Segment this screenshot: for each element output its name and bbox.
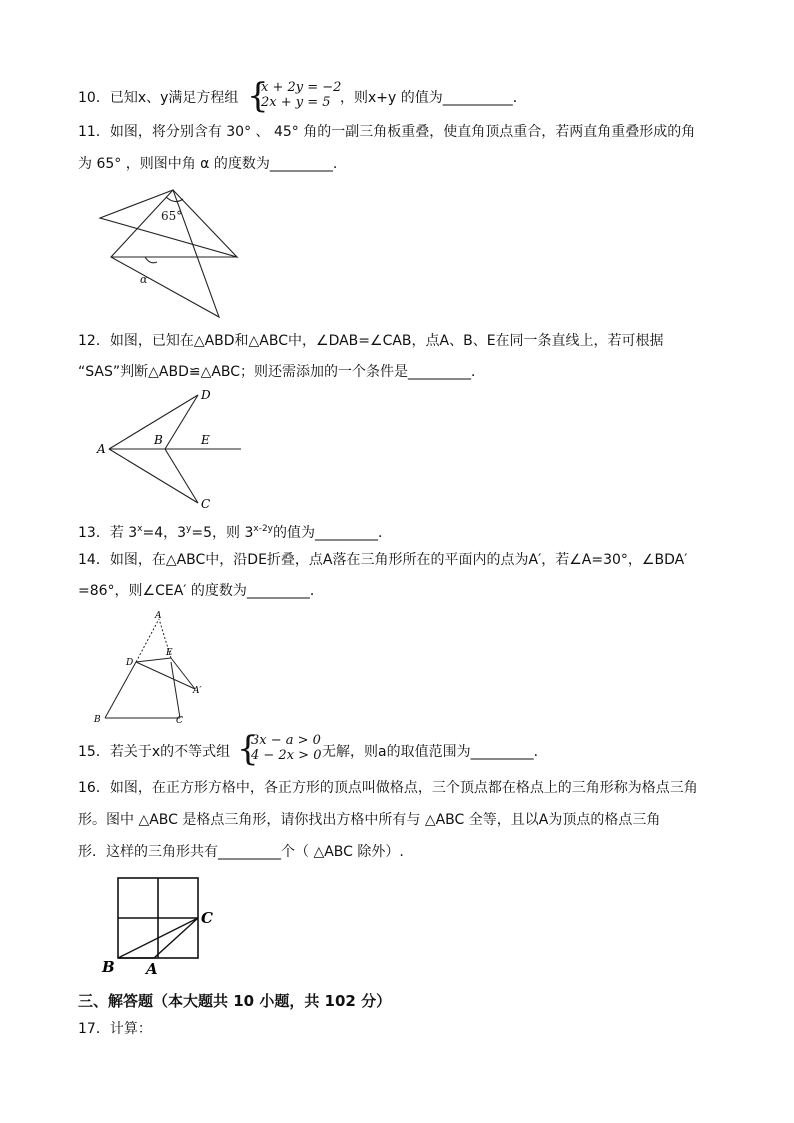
q16-grid-figure (98, 870, 223, 980)
q10-suffix: ，则x+y 的值为__________． (340, 90, 527, 106)
q14-label-C: C (176, 716, 183, 726)
q14-label-B: B (94, 715, 101, 725)
q12-segment-CB (165, 449, 198, 503)
q14-segment-DA1 (136, 662, 195, 689)
q11-alpha-label: α (140, 273, 148, 286)
q11-figure (95, 185, 245, 320)
q12-label-A: A (97, 442, 106, 456)
q10-prefix: 10．已知x、y满足方程组 (78, 90, 239, 106)
q11-line-1: 11．如图，将分别含有 30° 、 45° 角的一副三角板重叠，使直角顶点重合，若两直角重叠形成的角 (78, 124, 696, 140)
q11-angle-label: 65° (161, 209, 183, 223)
inequality-brace: { (237, 729, 259, 769)
q14-label-D: D (126, 658, 134, 668)
section-heading: 三、解答题（本大题共 10 小题，共 102 分） (78, 992, 392, 1010)
q14-line-2: =86°，则∠CEA′ 的度数为_________． (78, 583, 324, 599)
q17-text: 17．计算： (78, 1021, 152, 1037)
system-brace: { (247, 76, 269, 116)
q16-line-3: 形．这样的三角形共有_________个（ △ABC 除外）. (78, 844, 404, 860)
q13-text: 13．若 $3^x=4$，$3^y=5$，则 $3^{x-2y}$的值为_________． (78, 524, 393, 541)
q14-figure (90, 605, 210, 727)
q16-line-1: 16．如图，在正方形方格中，各正方形的顶点叫做格点，三个顶点都在格点上的三角形称为格点三角 (78, 780, 698, 796)
q15-inequality-2: 4 − 2x > 0 (251, 748, 322, 763)
q14-dashed-DA (136, 619, 159, 662)
q12-segment-DB (165, 395, 198, 449)
q15-prefix: 15．若关于x的不等式组 (78, 744, 231, 760)
q14-label-A-prime: A′ (193, 686, 202, 696)
q16-label-C: C (201, 909, 213, 927)
q14-line-1: 14．如图，在△ABC中，沿DE折叠，点A落在三角形所在的平面内的点为A′，若∠A=30°，∠BDA′ (78, 552, 688, 568)
q12-figure (95, 385, 250, 515)
q14-fold-DE (136, 658, 171, 662)
q14-segment-CE (171, 662, 180, 718)
q16-label-B: B (102, 958, 115, 976)
q12-line-2: “SAS”判断△ABD≌△ABC；则还需添加的一个条件是_________． (78, 364, 486, 380)
q12-label-E: E (201, 433, 210, 447)
q10-equation-1: x + 2y = −2 (261, 80, 342, 95)
q16-line-2: 形。图中 △ABC 是格点三角形，请你找出方格中所有与 △ABC 全等，且以A为顶点的格点三角 (78, 812, 661, 828)
q14-segment-DB (105, 662, 136, 718)
q11-alpha-arc (145, 257, 157, 263)
q12-label-D: D (201, 388, 211, 402)
q12-label-C: C (201, 497, 211, 511)
q10-equation-2: 2x + y = 5 (261, 95, 331, 110)
q12-line-1: 12．如图，已知在△ABD和△ABC中，∠DAB=∠CAB，点A、B、E在同一条直线上，若可根据 (78, 333, 664, 349)
q12-segment-AC (109, 449, 198, 503)
q14-label-A: A (155, 611, 162, 621)
q11-line-2: 为 65° ，则图中角 α 的度数为_________. (78, 156, 338, 172)
q15-suffix: 无解，则a的取值范围为_________． (322, 744, 548, 760)
q12-label-B: B (154, 433, 163, 447)
q16-label-A: A (146, 960, 158, 978)
q15-inequality-1: 3x − a > 0 (251, 733, 321, 748)
q14-label-E: E (166, 648, 173, 658)
